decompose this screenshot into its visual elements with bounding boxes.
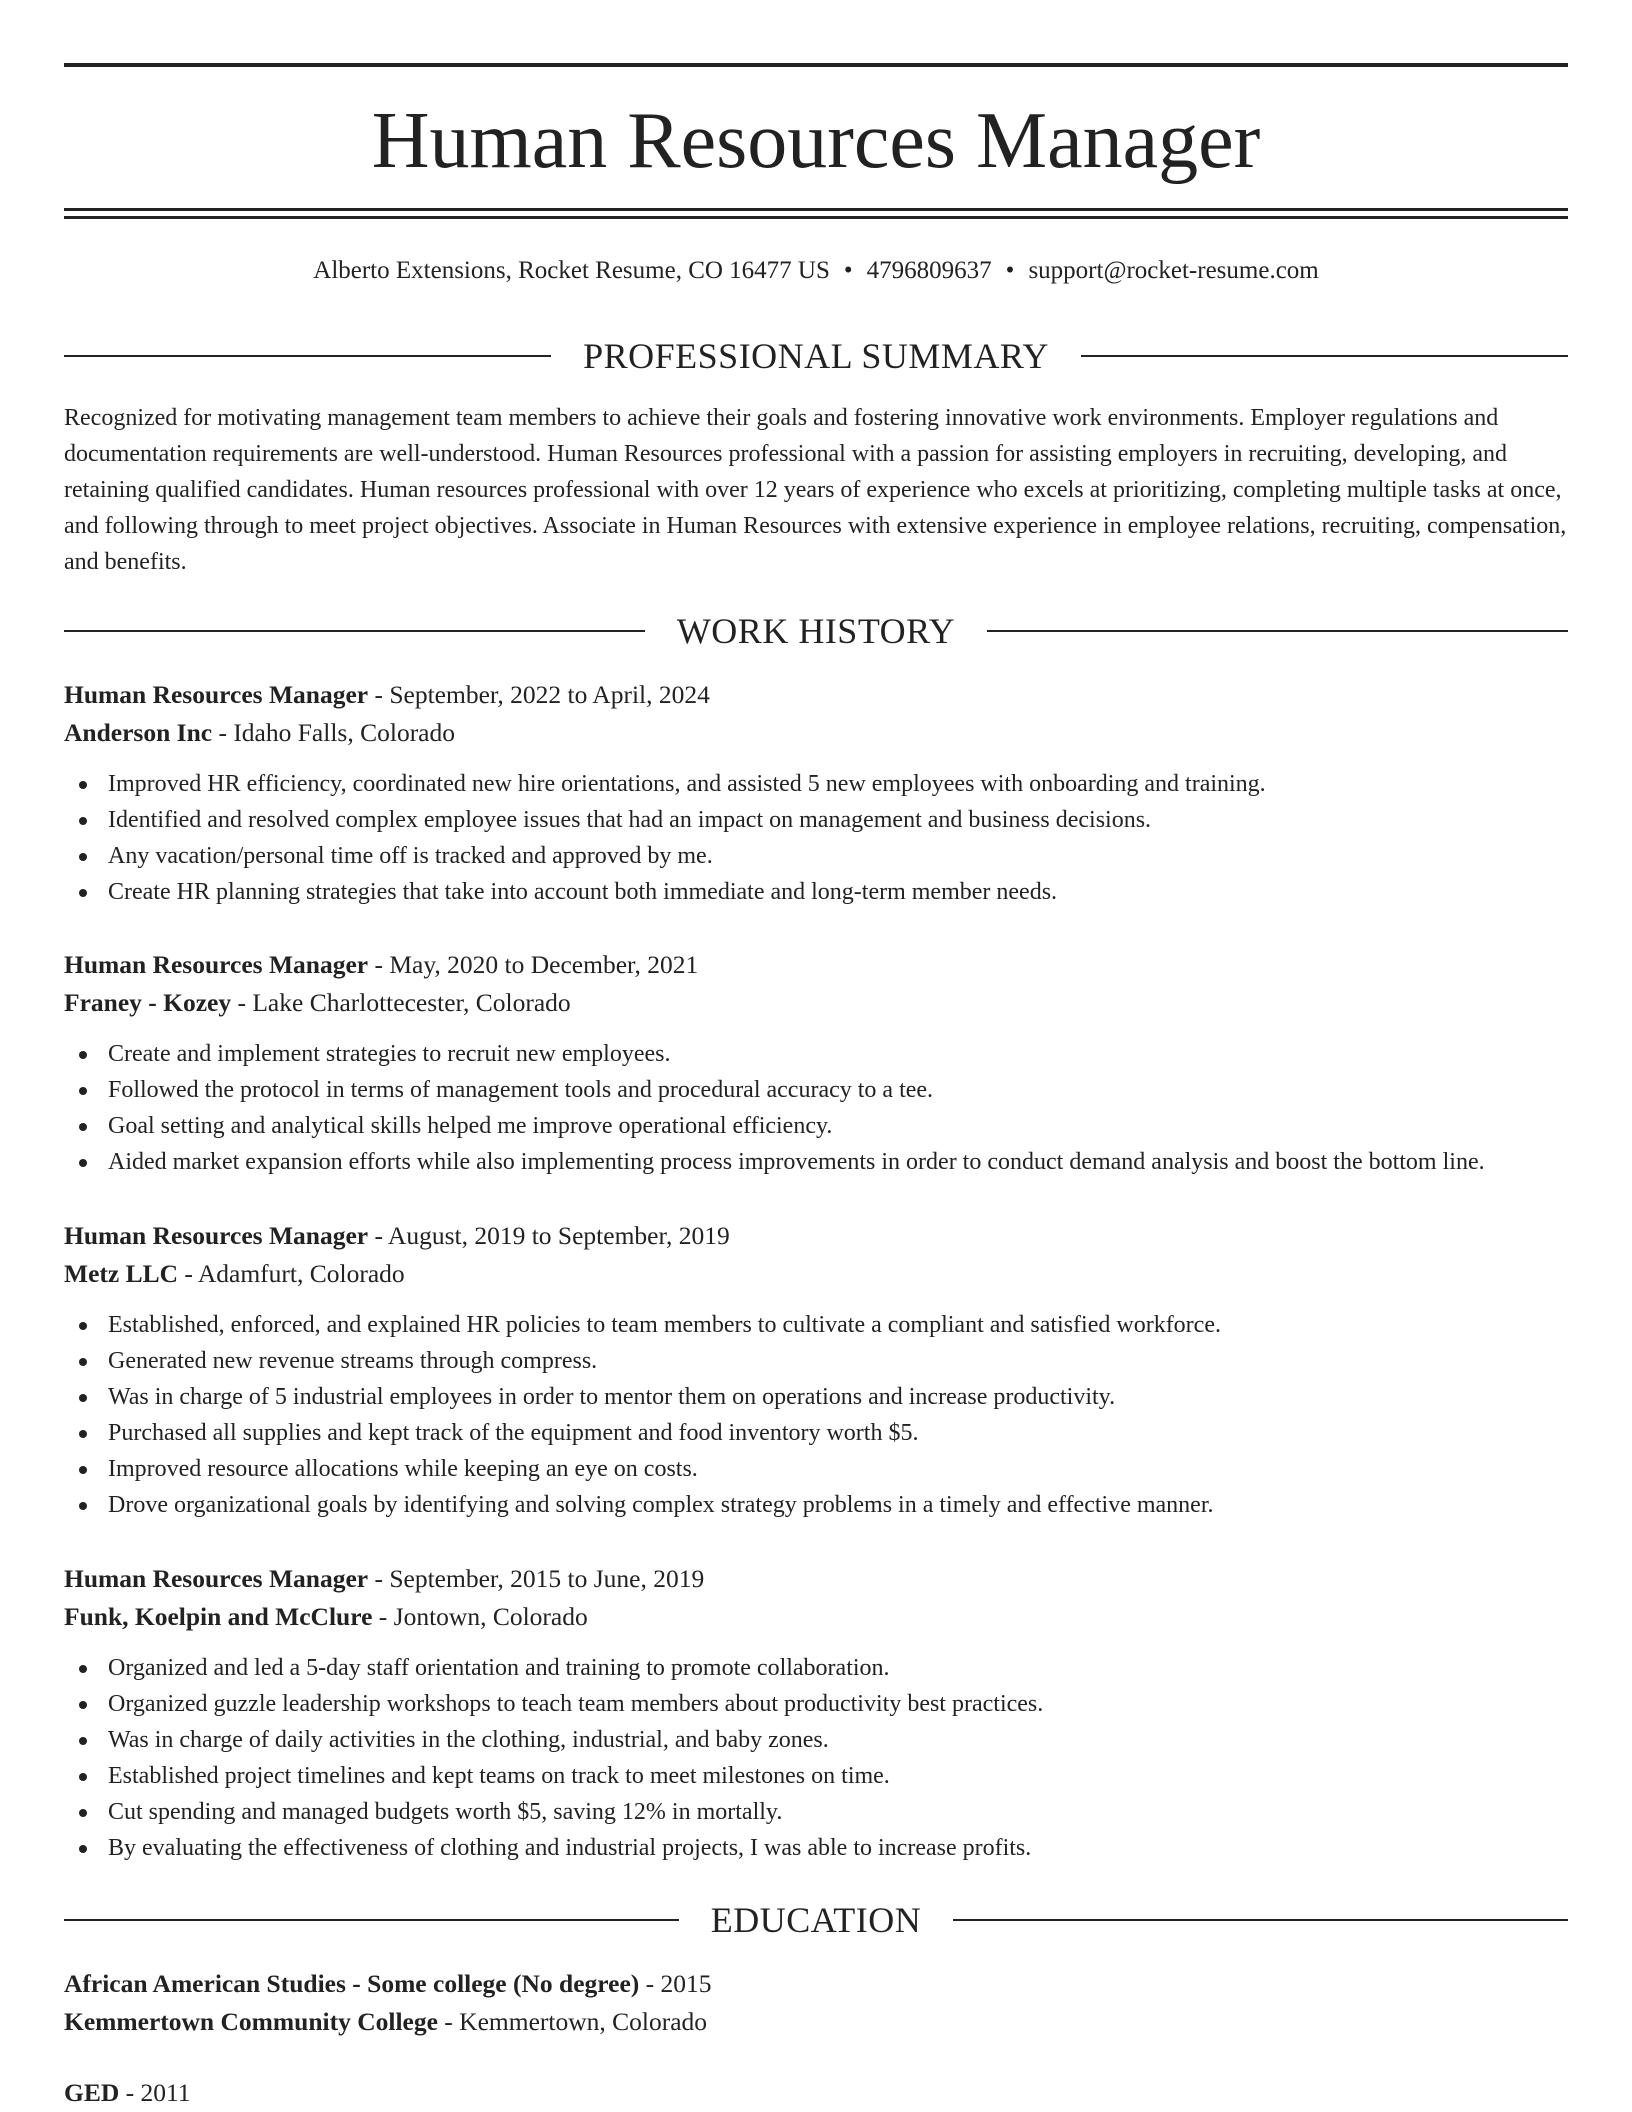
section-title: EDUCATION (710, 1900, 922, 1940)
job-title-line (64, 1217, 1568, 1255)
contact-address: Alberto Extensions, Rocket Resume, CO 16477 US (313, 257, 830, 284)
education-degree: GED (64, 2078, 120, 2107)
education-entry (64, 1965, 1568, 2041)
bullet-item: Established, enforced, and explained HR policies to team members to cultivate a compliant and satisfied workforce. (64, 1307, 1568, 1343)
job-location: - Lake Charlottecester, Colorado (231, 988, 571, 1017)
education-degree-line (64, 2074, 1568, 2112)
bullet-item: By evaluating the effectiveness of clothing and industrial projects, I was able to increase profits. (64, 1830, 1568, 1866)
job-entry (64, 676, 1568, 910)
top-rule (64, 63, 1568, 67)
job-location: - Jontown, Colorado (372, 1602, 588, 1631)
job-bullets (64, 1307, 1568, 1523)
job-bullets (64, 1650, 1568, 1866)
bullet-item: Was in charge of daily activities in the clothing, industrial, and baby zones. (64, 1722, 1568, 1758)
job-title: Human Resources Manager (64, 1564, 369, 1593)
contact-separator: • (1005, 257, 1015, 284)
education-entry (64, 2074, 1568, 2112)
bullet-item: Organized guzzle leadership workshops to teach team members about productivity best practices. (64, 1686, 1568, 1722)
contact-phone: 4796809637 (866, 257, 992, 284)
job-title: Human Resources Manager (64, 950, 369, 979)
job-entry (64, 946, 1568, 1180)
education-school-line (64, 2003, 1568, 2041)
job-location: - Idaho Falls, Colorado (212, 718, 456, 747)
bullet-item: Was in charge of 5 industrial employees in order to mentor them on operations and increase productivity. (64, 1379, 1568, 1415)
bullet-item: Cut spending and managed budgets worth $5, saving 12% in mortally. (64, 1794, 1568, 1830)
name-rule-upper (64, 208, 1568, 211)
bullet-item: Goal setting and analytical skills helped me improve operational efficiency. (64, 1108, 1568, 1144)
job-company: Funk, Koelpin and McClure (64, 1602, 373, 1631)
education-year: - 2011 (119, 2078, 191, 2107)
education-degree-line (64, 1965, 1568, 2003)
bullet-item: Create HR planning strategies that take into account both immediate and long-term member needs. (64, 874, 1568, 910)
bullet-item: Aided market expansion efforts while also implementing process improvements in order to conduct demand analysis and boost the bottom line. (64, 1144, 1568, 1180)
job-dates: - May, 2020 to December, 2021 (368, 950, 699, 979)
bullet-item: Organized and led a 5-day staff orientation and training to promote collaboration. (64, 1650, 1568, 1686)
job-company-line (64, 1598, 1568, 1636)
job-entry (64, 1560, 1568, 1866)
bullet-item: Improved HR efficiency, coordinated new hire orientations, and assisted 5 new employees with onboarding and training. (64, 766, 1568, 802)
job-dates: - September, 2022 to April, 2024 (368, 680, 710, 709)
bullet-item: Improved resource allocations while keeping an eye on costs. (64, 1451, 1568, 1487)
job-dates: - August, 2019 to September, 2019 (368, 1221, 730, 1250)
bullet-item: Followed the protocol in terms of management tools and procedural accuracy to a tee. (64, 1072, 1568, 1108)
education-year: - 2015 (639, 1969, 712, 1998)
bullet-item: Drove organizational goals by identifying and solving complex strategy problems in a timely and effective manner. (64, 1487, 1568, 1523)
section-heading-work-history (64, 609, 1568, 653)
job-company: Franey - Kozey (64, 988, 232, 1017)
job-company: Anderson Inc (64, 718, 213, 747)
contact-email: support@rocket-resume.com (1028, 257, 1319, 284)
contact-line (64, 254, 1568, 288)
job-location: - Adamfurt, Colorado (178, 1259, 405, 1288)
heading-rule-right (987, 630, 1568, 632)
job-title-line (64, 946, 1568, 984)
job-company-line (64, 1255, 1568, 1293)
section-title: PROFESSIONAL SUMMARY (583, 336, 1049, 376)
job-title-line (64, 1560, 1568, 1598)
job-entry (64, 1217, 1568, 1523)
heading-rule-right (953, 1919, 1568, 1921)
education-school: Kemmertown Community College (64, 2007, 438, 2036)
education-location: - Kemmertown, Colorado (437, 2007, 708, 2036)
heading-rule-right (1081, 355, 1568, 357)
heading-rule-left (64, 1919, 679, 1921)
name-rule-lower (64, 216, 1568, 219)
job-title: Human Resources Manager (64, 680, 369, 709)
contact-separator: • (843, 257, 853, 284)
resume-name: Human Resources Manager (371, 97, 1261, 185)
bullet-item: Generated new revenue streams through compress. (64, 1343, 1568, 1379)
job-company: Metz LLC (64, 1259, 179, 1288)
professional-summary: Recognized for motivating management team members to achieve their goals and fostering innovative work environments. Employer regulations and documentation requirements are well-understood. Human Resources professional with a passion for assisting employers in recruiting, developing, and retaining qualified candidates. Human resources professional with over 12 years of experience who excels at prioritizing, completing multiple tasks at once, and following through to meet project objectives. Associate in Human Resources with extensive experience in employee relations, recruiting, compensation, and benefits. (64, 405, 1567, 575)
job-company-line (64, 714, 1568, 752)
job-title: Human Resources Manager (64, 1221, 369, 1250)
job-bullets (64, 1036, 1568, 1180)
bullet-item: Established project timelines and kept teams on track to meet milestones on time. (64, 1758, 1568, 1794)
section-heading-summary (64, 334, 1568, 378)
job-bullets (64, 766, 1568, 910)
job-dates: - September, 2015 to June, 2019 (368, 1564, 705, 1593)
bullet-item: Purchased all supplies and kept track of the equipment and food inventory worth $5. (64, 1415, 1568, 1451)
heading-rule-left (64, 355, 551, 357)
heading-rule-left (64, 630, 645, 632)
bullet-item: Any vacation/personal time off is tracked and approved by me. (64, 838, 1568, 874)
bullet-item: Create and implement strategies to recruit new employees. (64, 1036, 1568, 1072)
bullet-item: Identified and resolved complex employee issues that had an impact on management and business decisions. (64, 802, 1568, 838)
job-title-line (64, 676, 1568, 714)
job-company-line (64, 984, 1568, 1022)
education-degree: African American Studies - Some college (No degree) (64, 1969, 640, 1998)
section-title: WORK HISTORY (676, 611, 956, 651)
section-heading-education (64, 1898, 1568, 1942)
